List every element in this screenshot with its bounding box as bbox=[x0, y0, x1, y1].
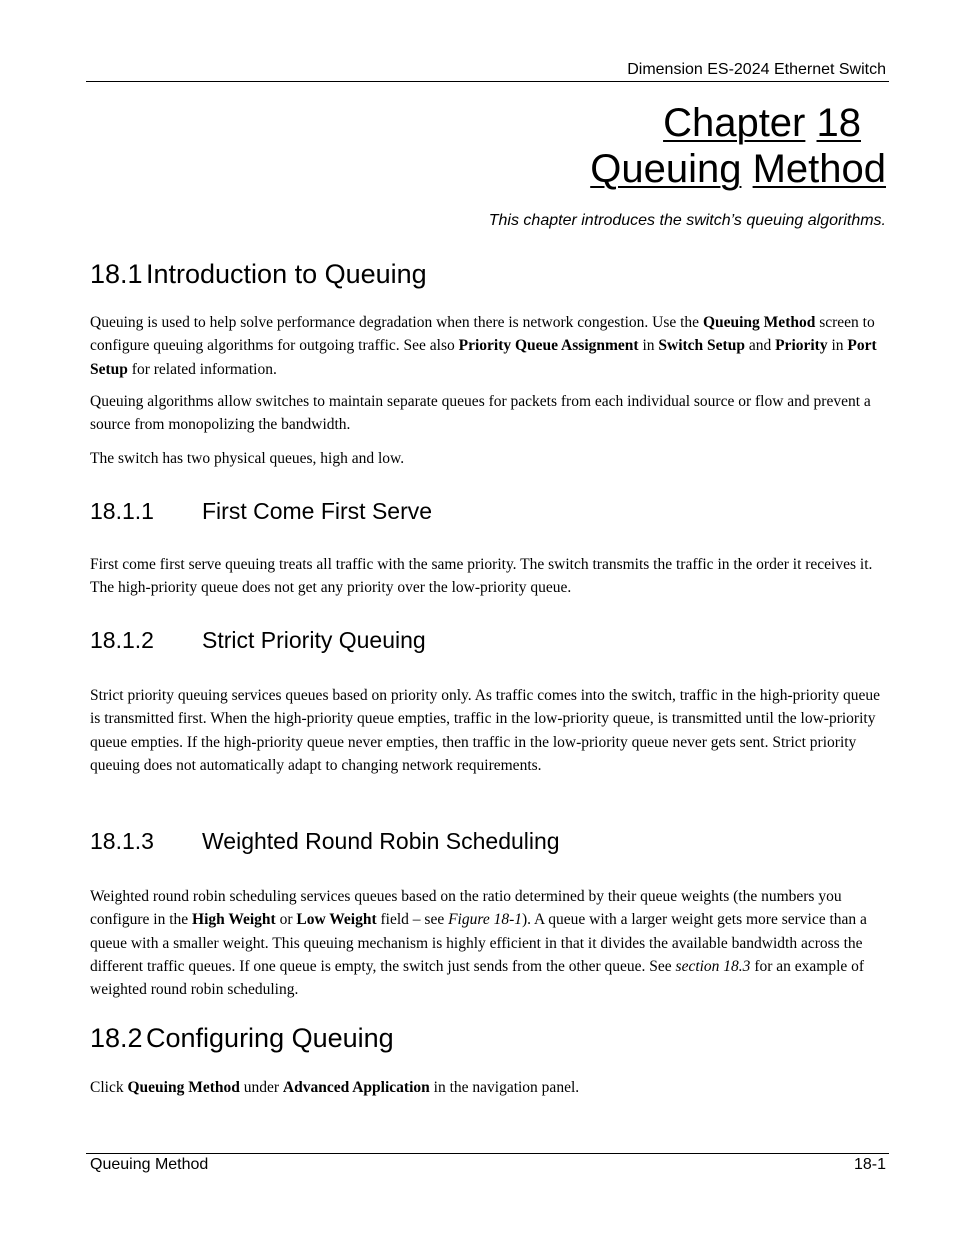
text: for an example of weighted round robin scheduling. bbox=[90, 957, 865, 999]
section-number: 18.2 bbox=[90, 1023, 143, 1053]
section-heading-18-1 bbox=[90, 258, 427, 290]
figure-reference-link[interactable]: Figure 18-1 bbox=[448, 911, 522, 929]
section-title: Configuring Queuing bbox=[146, 1023, 394, 1053]
text: in bbox=[827, 337, 848, 355]
text: and bbox=[744, 337, 776, 355]
footer-rule bbox=[86, 1153, 889, 1154]
bold-term: Priority Queue Assignment bbox=[458, 337, 639, 355]
paragraph bbox=[90, 1076, 890, 1099]
paragraph: Strict priority queuing services queues based on priority only. As traffic comes into the switch, traffic in the high-priority queue is transmitted first. When the high-priority queue empties, traffic in the low-priority queue, is transmitted until the low-priority queue empties. If the high-priority queue never empties, then traffic in the low-priority queue never gets sent. Strict priority queuing does not automatically adapt to changing network requirements. bbox=[90, 687, 881, 774]
text: Click bbox=[90, 1079, 128, 1096]
section-reference-link[interactable]: section 18.3 bbox=[675, 957, 751, 975]
section-title: Weighted Round Robin Scheduling bbox=[202, 828, 560, 854]
chapter-title bbox=[590, 146, 886, 192]
running-header: Dimension ES-2024 Ethernet Switch bbox=[627, 61, 886, 78]
section-number: 18.1 bbox=[90, 259, 143, 289]
text: or bbox=[275, 911, 297, 929]
text: screen to configure queuing algorithms for outgoing traffic. See also bbox=[90, 314, 875, 355]
chapter-intro: This chapter introduces the switch’s queuing algorithms. bbox=[488, 212, 886, 229]
text: Queuing is used to help solve performance degradation when there is network congestion. Use the bbox=[90, 314, 703, 331]
footer-chapter-name: Queuing Method bbox=[90, 1156, 209, 1173]
paragraph: The switch has two physical queues, high and low. bbox=[90, 450, 405, 467]
page-number: 18-1 bbox=[853, 1156, 886, 1173]
paragraph bbox=[90, 885, 890, 1001]
text: in the navigation panel. bbox=[429, 1079, 580, 1096]
text: for related information. bbox=[127, 360, 277, 378]
bold-term: High Weight bbox=[192, 911, 276, 929]
chapter-title-word2: Method bbox=[752, 147, 886, 191]
bold-term: Queuing Method bbox=[127, 1079, 240, 1096]
section-heading-18-1-3 bbox=[90, 827, 560, 855]
paragraph: First come first serve queuing treats all traffic with the same priority. The switch transmits the traffic in the order it receives it. The high-priority queue does not get any priority over the low-priority queue. bbox=[90, 556, 873, 597]
text: under bbox=[239, 1079, 283, 1096]
bold-term: Queuing Method bbox=[702, 314, 816, 331]
section-title: Strict Priority Queuing bbox=[202, 627, 426, 653]
text: in bbox=[638, 337, 659, 355]
section-title: First Come First Serve bbox=[202, 498, 433, 524]
text: field – see bbox=[376, 911, 449, 929]
bold-term: Priority bbox=[775, 337, 828, 355]
text: Weighted round robin scheduling services queues based on the ratio determined by their queue weights (the numbers you configure in the bbox=[90, 888, 842, 929]
section-number: 18.1.2 bbox=[90, 627, 154, 653]
section-title: Introduction to Queuing bbox=[146, 259, 427, 289]
bold-term: Low Weight bbox=[296, 911, 377, 929]
bold-term: Advanced Application bbox=[282, 1079, 430, 1096]
section-heading-18-2 bbox=[90, 1022, 394, 1054]
chapter-number: 18 bbox=[816, 101, 861, 145]
section-number: 18.1.1 bbox=[90, 498, 154, 524]
bold-term: Port Setup bbox=[90, 337, 877, 378]
chapter-number-line bbox=[663, 100, 861, 146]
chapter-word: Chapter bbox=[663, 101, 806, 145]
section-number: 18.1.3 bbox=[90, 828, 154, 854]
header-rule bbox=[86, 81, 889, 82]
paragraph: Queuing algorithms allow switches to maintain separate queues for packets from each individual source or flow and prevent a source from monopolizing the bandwidth. bbox=[90, 393, 871, 434]
text: ). A queue with a larger weight gets more service than a queue with a smaller weight. This queuing mechanism is highly efficient in that it divides the available bandwidth across the different traffic queues. If one queue is empty, the switch just sends from the other queue. See bbox=[90, 911, 867, 975]
paragraph bbox=[90, 311, 890, 381]
bold-term: Switch Setup bbox=[658, 337, 745, 355]
section-heading-18-1-1 bbox=[90, 497, 432, 525]
chapter-title-word1: Queuing bbox=[590, 147, 742, 191]
section-heading-18-1-2 bbox=[90, 626, 426, 654]
